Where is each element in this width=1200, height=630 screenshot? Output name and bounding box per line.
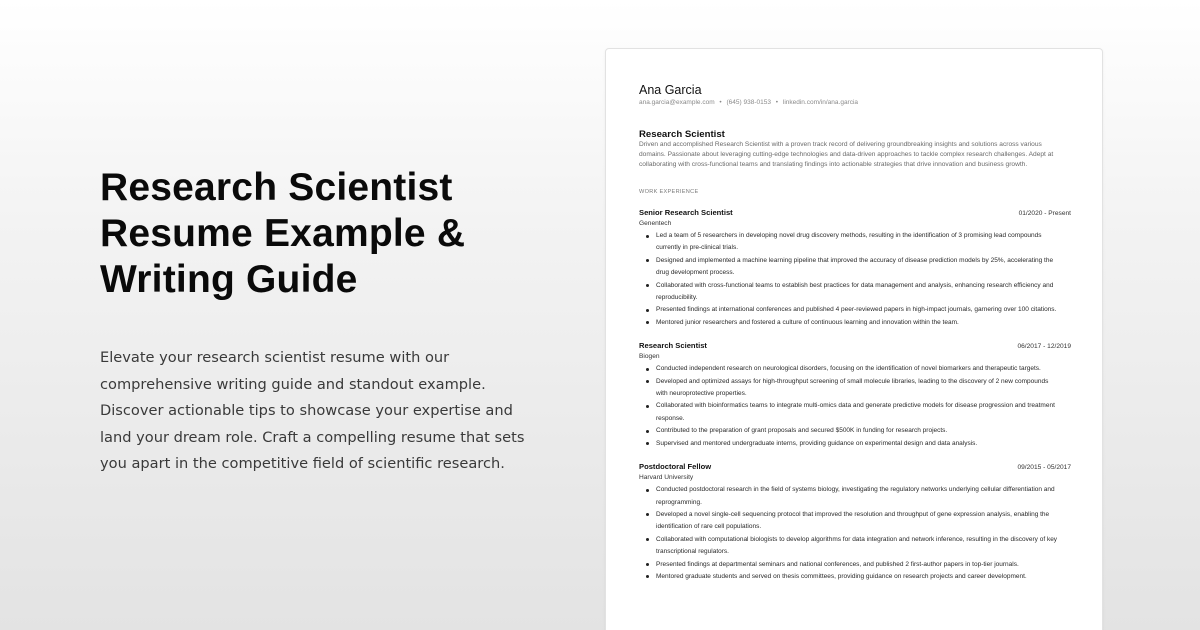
job-bullets xyxy=(639,484,1071,583)
resume-summary: Driven and accomplished Research Scientist with a proven track record of delivering groundbreaking insights and solutions across various domains. Passionate about leveraging cutting-edge technologies and data-driven approaches to tackle complex research challenges. Adept at collaborating with cross-functional teams and translating findings into actionable strategies that drive innovation and business growth. xyxy=(639,141,1054,168)
bullet-item: Developed and optimized assays for high-throughput screening of small molecule libraries, leading to the discovery of 2 new compounds with neuroprotective properties. xyxy=(639,376,1059,401)
job-bullets xyxy=(639,230,1071,329)
headline-line: Writing Guide xyxy=(100,258,358,301)
contact-phone: (645) 938-0153 xyxy=(726,99,771,106)
bullet-item: Presented findings at departmental seminars and national conferences, and published 2 first-author papers in top-tier journals. xyxy=(639,559,1059,571)
bullet-item: Designed and implemented a machine learning pipeline that improved the accuracy of disease prediction models by 25%, accelerating the drug development process. xyxy=(639,255,1059,280)
bullet-item: Conducted independent research on neurological disorders, focusing on the identification of novel biomarkers and therapeutic targets. xyxy=(639,363,1059,375)
job-entry xyxy=(639,341,1071,450)
job-dates: 06/2017 - 12/2019 xyxy=(1017,343,1071,351)
headline-line: Resume Example & xyxy=(100,212,466,255)
resume-contact xyxy=(639,98,1071,107)
resume-document xyxy=(639,83,1071,583)
intro-paragraph: Elevate your research scientist resume with our comprehensive writing guide and standout example. Discover actionable tips to showcase your expertise and land your dream role. Craft a compelling resume that sets you apart in the competitive field of scientific research. xyxy=(100,349,525,473)
section-heading-work-experience: WORK EXPERIENCE xyxy=(639,189,699,195)
hero-section xyxy=(100,165,550,478)
job-entry xyxy=(639,208,1071,329)
resume-preview-card xyxy=(605,48,1103,630)
job-dates: 01/2020 - Present xyxy=(1018,210,1071,217)
bullet-item: Conducted postdoctoral research in the field of systems biology, investigating the regulatory networks underlying cellular differentiation and reprogramming. xyxy=(639,484,1059,509)
bullet-item: Collaborated with computational biologists to develop algorithms for data integration and network inference, resulting in the discovery of key transcriptional regulators. xyxy=(639,534,1059,559)
contact-separator: • xyxy=(719,99,722,106)
job-entry xyxy=(639,462,1071,583)
resume-title: Research Scientist xyxy=(639,129,725,140)
job-title: Postdoctoral Fellow xyxy=(639,462,712,472)
job-company: Genentech xyxy=(639,220,672,227)
bullet-item: Collaborated with cross-functional teams to establish best practices for data management and analysis, enhancing research efficiency and reproducibility. xyxy=(639,280,1059,305)
headline-line: Research Scientist xyxy=(100,166,453,209)
contact-separator: • xyxy=(775,99,779,106)
job-company: Harvard University xyxy=(639,474,694,482)
page-headline xyxy=(100,165,550,303)
bullet-item: Mentored graduate students and served on thesis committees, providing guidance on research projects and career development. xyxy=(639,571,1059,583)
bullet-item: Presented findings at international conferences and published 4 peer-reviewed papers in high-impact journals, garnering over 100 citations. xyxy=(639,304,1059,316)
job-bullets xyxy=(639,363,1071,450)
bullet-item: Mentored junior researchers and fostered a culture of continuous learning and innovation within the team. xyxy=(639,317,1059,329)
contact-linkedin: linkedin.com/in/ana.garcia xyxy=(782,99,859,106)
bullet-item: Led a team of 5 researchers in developing novel drug discovery methods, resulting in the identification of 3 promising lead compounds currently in pre-clinical trials. xyxy=(639,230,1059,255)
job-title: Research Scientist xyxy=(639,341,707,351)
bullet-item: Contributed to the preparation of grant proposals and secured $500K in funding for research projects. xyxy=(639,425,1059,437)
bullet-item: Supervised and mentored undergraduate interns, providing guidance on experimental design and data analysis. xyxy=(639,438,1059,450)
contact-email: ana.garcia@example.com xyxy=(639,99,715,106)
bullet-item: Developed a novel single-cell sequencing protocol that improved the resolution and throughput of gene expression analysis, enabling the identification of rare cell populations. xyxy=(639,509,1059,534)
job-dates: 09/2015 - 05/2017 xyxy=(1017,464,1071,472)
bullet-item: Collaborated with bioinformatics teams to integrate multi-omics data and generate predictive models for disease progression and treatment response. xyxy=(639,400,1059,425)
job-company: Biogen xyxy=(639,353,660,361)
job-title: Senior Research Scientist xyxy=(639,208,733,217)
resume-name: Ana Garcia xyxy=(639,83,702,97)
